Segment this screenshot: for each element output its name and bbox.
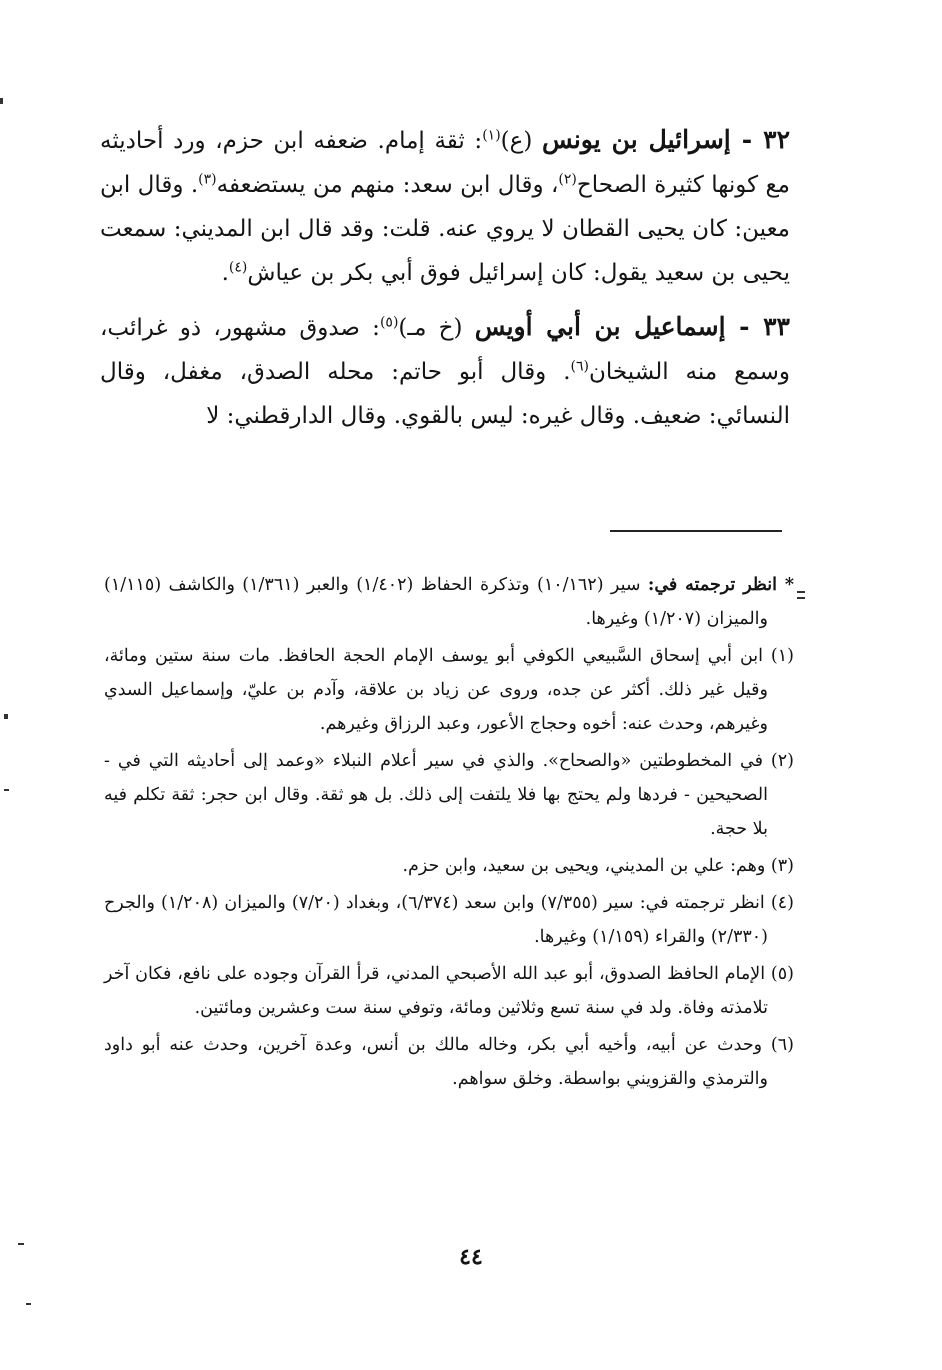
entry-32-text-4: . bbox=[221, 260, 229, 286]
scan-mark bbox=[797, 597, 805, 599]
footnote-ref-6: (٦) bbox=[570, 358, 590, 375]
main-text bbox=[100, 118, 790, 448]
footnote-ref-1: (١) bbox=[482, 127, 501, 144]
footnote-4: (٤) انظر ترجمته في: سير (٧/٣٥٥) وابن سعد (٦/٣٧٤)، وبغداد (٧/٢٠) والميزان (١/٢٠٨) والجرح (٢/٣٣٠) والقراء (١/١٥٩) وغيرها. bbox=[104, 893, 794, 947]
entry-32-heading: ٣٢ - إسرائيل بن يونس bbox=[541, 125, 791, 154]
scan-mark bbox=[0, 98, 3, 104]
entry-32-text-1: : ثقة إمام. ضعفه ابن حزم، ورد أحاديثه مع كونها كثيرة الصحاح bbox=[100, 128, 791, 198]
entry-33-text-2: . وقال أبو حاتم: محله الصدق، مغفل، وقال النسائي: ضعيف. وقال غيره: ليس بالقوي. وقال الدارقطني: لا bbox=[100, 359, 790, 429]
entry-32-text-3: . وقال ابن معين: كان يحيى القطان لا يروي عنه. قلت: وقد قال ابن المديني: سمعت يحيى بن سعيد يقول: كان إسرائيل فوق أبي بكر بن عياش bbox=[100, 172, 790, 286]
page-number: ٤٤ bbox=[459, 1244, 483, 1270]
footnote-star-lead: * انظر ترجمته في: bbox=[647, 575, 794, 595]
footnote-2: (٢) في المخطوطتين «والصحاح». والذي في سير أعلام النبلاء «وعمد إلى أحاديثه التي في - الصحيحين - فردها ولم يحتج بها فلا يلتفت إلى ذلك. بل هو ثقة. وقال ابن حجر: ثقة تكلم فيه بلا حجة. bbox=[104, 751, 794, 839]
footnote-ref-2: (٢) bbox=[558, 171, 577, 188]
footnote-6: (٦) وحدث عن أبيه، وأخيه أبي بكر، وخاله مالك بن أنس، وعدة آخرين، وحدث عنه أبو داود والترمذي والقزويني بواسطة. وخلق سواهم. bbox=[104, 1035, 794, 1089]
entry-33-text-1: : صدوق مشهور، ذو غرائب، وسمع منه الشيخان bbox=[100, 315, 790, 385]
footnote-star bbox=[104, 568, 794, 636]
scan-mark bbox=[4, 789, 9, 791]
scan-mark bbox=[797, 591, 805, 593]
entry-32 bbox=[100, 118, 790, 295]
entry-33 bbox=[100, 305, 790, 438]
footnotes bbox=[104, 568, 794, 1099]
scan-mark bbox=[4, 714, 8, 719]
entry-32-tag: (ع) bbox=[500, 128, 542, 154]
entry-33-heading: ٣٣ - إسماعيل بن أبي أويس bbox=[474, 312, 790, 341]
footnote-ref-3: (٣) bbox=[198, 171, 217, 188]
footnote-3: (٣) وهم: علي بن المديني، ويحيى بن سعيد، وابن حزم. bbox=[402, 856, 794, 876]
footnote-ref-5: (٥) bbox=[379, 314, 399, 331]
entry-33-tag: (خ مـ) bbox=[398, 315, 475, 341]
footnote-star-text: سير (١٠/١٦٢) وتذكرة الحفاظ (١/٤٠٢) والعبر (١/٣٦١) والكاشف (١/١١٥) والميزان (١/٢٠٧) وغيرها. bbox=[104, 575, 768, 629]
entry-32-text-2: ، وقال ابن سعد: منهم من يستضعفه bbox=[216, 172, 559, 198]
scan-mark bbox=[26, 1303, 31, 1305]
scan-mark bbox=[18, 1243, 24, 1245]
footnote-ref-4: (٤) bbox=[228, 259, 248, 276]
footnote-1: (١) ابن أبي إسحاق السَّبيعي الكوفي أبو يوسف الإمام الحجة الحافظ. مات سنة ستين ومائة، وقيل غير ذلك. أكثر عن جده، وروى عن زياد بن علاقة، وآدم بن عليّ، وإسماعيل السدي وغيرهم، وحدث عنه: أخوه وحجاج الأعور، وعبد الرزاق وغيرهم. bbox=[104, 646, 794, 734]
footnote-5: (٥) الإمام الحافظ الصدوق، أبو عبد الله الأصبحي المدني، قرأ القرآن وجوده على نافع، فكان آخر تلامذته وفاة. ولد في سنة تسع وثلاثين ومائة، وتوفي سنة ست وعشرين ومائتين. bbox=[104, 964, 794, 1018]
footnote-divider bbox=[610, 530, 782, 532]
